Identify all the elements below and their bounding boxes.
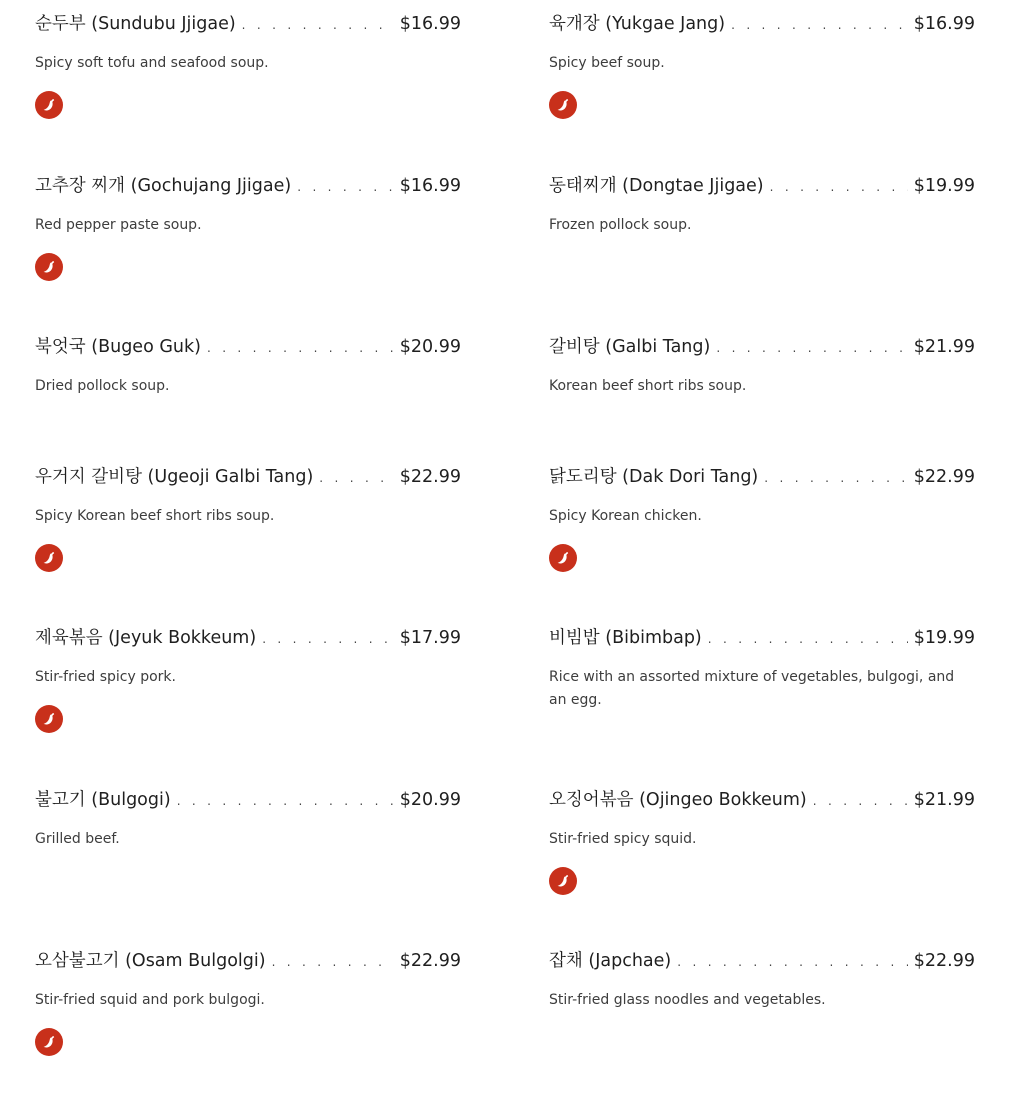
menu-item-price: $19.99: [913, 628, 975, 648]
dot-leader: [731, 14, 908, 36]
menu-item-name: 불고기 (Bulgogi): [35, 790, 171, 810]
chili-pepper-icon: [549, 91, 577, 119]
chili-pepper-icon: [35, 253, 63, 281]
menu-item-name: 비빔밥 (Bibimbap): [549, 628, 702, 648]
menu-item-bugeo-guk: [35, 323, 461, 453]
menu-item-description: Stir-fried spicy squid.: [549, 831, 697, 847]
menu-item-title-line: [549, 627, 975, 650]
menu-item-description: Korean beef short ribs soup.: [549, 378, 747, 394]
menu-item-title-line: [35, 627, 461, 650]
chili-pepper-icon: [35, 1028, 63, 1056]
menu-item-bibimbap: [549, 614, 975, 776]
menu-item-price: $22.99: [913, 467, 975, 487]
menu-item-description: Red pepper paste soup.: [35, 217, 202, 233]
menu-item-title-line: [549, 13, 975, 36]
chili-pepper-icon: [35, 544, 63, 572]
menu-item-price: $22.99: [399, 467, 461, 487]
menu-item-name: 순두부 (Sundubu Jjigae): [35, 14, 236, 34]
chili-pepper-icon: [549, 544, 577, 572]
menu-item-price: $22.99: [399, 951, 461, 971]
menu-item-sundubu-jjigae: [35, 0, 461, 162]
menu-item-price: $20.99: [399, 337, 461, 357]
menu-item-price: $20.99: [399, 790, 461, 810]
dot-leader: [297, 176, 394, 198]
menu-item-name: 북엇국 (Bugeo Guk): [35, 337, 201, 357]
menu-item-gochujang-jjigae: [35, 162, 461, 323]
dot-leader: [708, 628, 908, 650]
menu-item-name: 갈비탕 (Galbi Tang): [549, 337, 711, 357]
menu-item-name: 닭도리탕 (Dak Dori Tang): [549, 467, 759, 487]
menu-item-title-line: [35, 789, 461, 812]
dot-leader: [177, 790, 394, 812]
menu-item-title-line: [35, 175, 461, 198]
menu-item-dak-dori-tang: [549, 453, 975, 614]
menu-item-description: Rice with an assorted mixture of vegetables, bulgogi, and an egg.: [549, 669, 955, 708]
dot-leader: [716, 337, 907, 359]
dot-leader: [242, 14, 394, 36]
menu-item-galbi-tang: [549, 323, 975, 453]
menu-item-ugeoji-galbi-tang: [35, 453, 461, 614]
menu-item-title-line: [549, 466, 975, 489]
menu-grid: [35, 0, 975, 1087]
menu-item-description: Spicy soft tofu and seafood soup.: [35, 55, 269, 71]
menu-item-name: 동태찌개 (Dongtae Jjigae): [549, 176, 764, 196]
menu-item-dongtae-jjigae: [549, 162, 975, 323]
menu-item-description: Spicy Korean chicken.: [549, 508, 702, 524]
menu-item-description: Frozen pollock soup.: [549, 217, 692, 233]
menu-item-title-line: [549, 336, 975, 359]
menu-item-name: 우거지 갈비탕 (Ugeoji Galbi Tang): [35, 467, 314, 487]
menu-item-title-line: [549, 789, 975, 812]
menu-item-bulgogi: [35, 776, 461, 937]
dot-leader: [262, 628, 394, 650]
menu-item-title-line: [549, 175, 975, 198]
menu-item-title-line: [35, 13, 461, 36]
menu-item-title-line: [549, 950, 975, 973]
dot-leader: [764, 467, 908, 489]
menu-item-price: $16.99: [399, 176, 461, 196]
dot-leader: [770, 176, 908, 198]
menu-item-yukgae-jang: [549, 0, 975, 162]
menu-item-description: Spicy beef soup.: [549, 55, 665, 71]
dot-leader: [813, 790, 908, 812]
menu-item-price: $22.99: [913, 951, 975, 971]
menu-item-description: Dried pollock soup.: [35, 378, 170, 394]
menu-item-description: Stir-fried glass noodles and vegetables.: [549, 992, 826, 1008]
menu-item-title-line: [35, 336, 461, 359]
menu-item-name: 고추장 찌개 (Gochujang Jjigae): [35, 176, 292, 196]
menu-item-japchae: [549, 937, 975, 1087]
menu-item-price: $21.99: [913, 337, 975, 357]
menu-item-price: $17.99: [399, 628, 461, 648]
menu-item-description: Spicy Korean beef short ribs soup.: [35, 508, 275, 524]
chili-pepper-icon: [35, 91, 63, 119]
menu-item-price: $21.99: [913, 790, 975, 810]
menu-item-osam-bulgolgi: [35, 937, 461, 1087]
menu-item-name: 오삼불고기 (Osam Bulgolgi): [35, 951, 266, 971]
dot-leader: [272, 951, 394, 973]
chili-pepper-icon: [35, 705, 63, 733]
menu-item-name: 육개장 (Yukgae Jang): [549, 14, 726, 34]
menu-item-name: 제육볶음 (Jeyuk Bokkeum): [35, 628, 257, 648]
dot-leader: [207, 337, 394, 359]
menu-item-ojingeo-bokkeum: [549, 776, 975, 937]
menu-item-description: Stir-fried squid and pork bulgogi.: [35, 992, 265, 1008]
chili-pepper-icon: [549, 867, 577, 895]
dot-leader: [677, 951, 908, 973]
menu-item-description: Stir-fried spicy pork.: [35, 669, 176, 685]
menu-item-title-line: [35, 466, 461, 489]
menu-item-price: $16.99: [399, 14, 461, 34]
menu-item-name: 오징어볶음 (Ojingeo Bokkeum): [549, 790, 807, 810]
menu-item-price: $16.99: [913, 14, 975, 34]
menu-item-title-line: [35, 950, 461, 973]
menu-item-price: $19.99: [913, 176, 975, 196]
dot-leader: [319, 467, 393, 489]
menu-item-jeyuk-bokkeum: [35, 614, 461, 776]
menu-item-name: 잡채 (Japchae): [549, 951, 672, 971]
menu-item-description: Grilled beef.: [35, 831, 120, 847]
